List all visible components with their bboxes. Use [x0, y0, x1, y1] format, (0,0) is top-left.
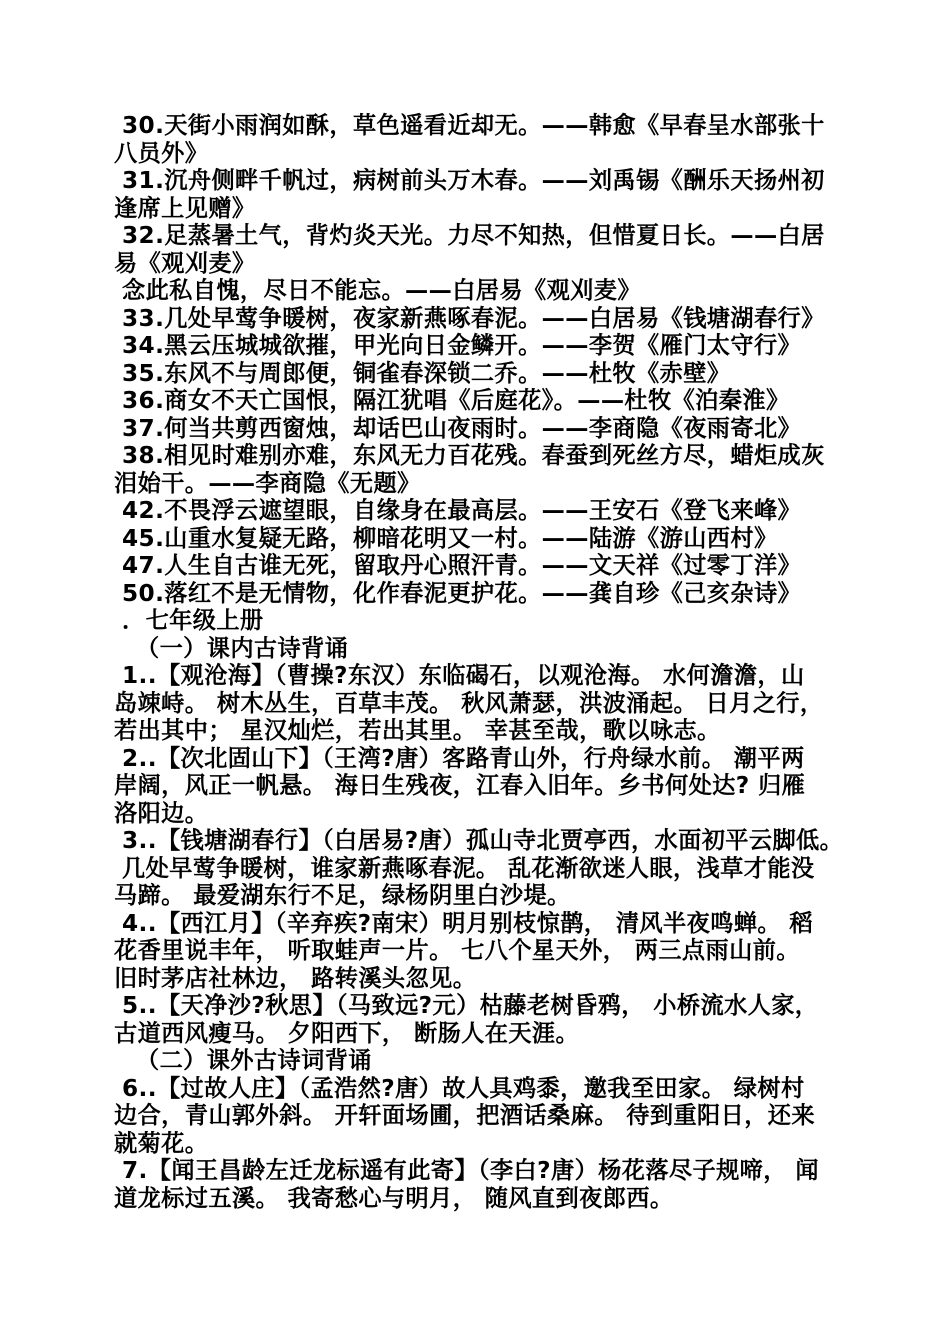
text-line: 旧时茅店社林边， 路转溪头忽见。 [114, 964, 477, 992]
text-line: 7.【闻王昌龄左迁龙标遥有此寄】（李白?唐）杨花落尽子规啼， 闻 [122, 1157, 819, 1184]
text-line: 35.东风不与周郎便，铜雀春深锁二乔。——杜牧《赤壁》 [122, 359, 731, 387]
text-line: （一）课内古诗背诵 [136, 634, 349, 662]
text-line: 洛阳边。 [114, 799, 209, 827]
text-line: ．七年级上册 [122, 607, 264, 634]
text-line: 逢席上见赠》 [114, 194, 256, 222]
text-line: 5..【天净沙?秋思】（马致远?元）枯藤老树昏鸦， 小桥流水人家， [122, 992, 819, 1019]
text-line: 2..【次北固山下】（王湾?唐）客路青山外，行舟绿水前。 潮平两 [122, 744, 805, 772]
text-line: 45.山重水复疑无路，柳暗花明又一村。——陆游《游山西村》 [122, 524, 778, 552]
text-line: 32.足蒸暑土气，背灼炎天光。力尽不知热，但惜夏日长。——白居 [122, 222, 825, 249]
text-line: 几处早莺争暖树，谁家新燕啄春泥。 乱花渐欲迷人眼，浅草才能没 [122, 854, 815, 882]
text-line: 八员外》 [114, 139, 209, 167]
text-line: 若出其中； 星汉灿烂，若出其里。 幸甚至哉，歌以咏志。 [114, 717, 721, 744]
text-line: 岛竦峙。 树木丛生，百草丰茂。 秋风萧瑟，洪波涌起。 日月之行， [114, 689, 824, 717]
text-line: 岸阔，风正一帆悬。 海日生残夜，江春入旧年。乡书何处达? 归雁 [114, 772, 806, 799]
text-line: 古道西风瘦马。 夕阳西下， 断肠人在天涯。 [114, 1019, 580, 1047]
document-page [114, 112, 849, 1212]
text-line: 50.落红不是无情物，化作春泥更护花。——龚自珍《己亥杂诗》 [122, 579, 802, 607]
text-line: 38.相见时难别亦难，东风无力百花残。春蚕到死丝方尽，蜡炬成灰 [122, 442, 825, 469]
text-line: 42.不畏浮云遮望眼，自缘身在最高层。——王安石《登飞来峰》 [122, 497, 802, 524]
text-line: 47.人生自古谁无死，留取丹心照汗青。——文天祥《过零丁洋》 [122, 552, 802, 579]
text-line: 36.商女不天亡国恨，隔江犹唱《后庭花》。——杜牧《泊秦淮》 [122, 387, 790, 414]
text-line: 边合，青山郭外斜。 开轩面场圃，把酒话桑麻。 待到重阳日，还来 [114, 1102, 815, 1129]
text-line: 泪始干。——李商隐《无题》 [114, 469, 421, 497]
text-line: 念此私自愧，尽日不能忘。——白居易《观刈麦》 [122, 277, 641, 304]
text-line: 易《观刈麦》 [114, 249, 256, 277]
text-line: 马蹄。 最爱湖东行不足，绿杨阴里白沙堤。 [114, 882, 571, 909]
text-line: 1..【观沧海】（曹操?东汉）东临碣石，以观沧海。 水何澹澹，山 [122, 662, 805, 689]
text-line: 3..【钱塘湖春行】（白居易?唐）孤山寺北贾亭西，水面初平云脚低。 [122, 827, 844, 854]
text-line: 30.天街小雨润如酥，草色遥看近却无。——韩愈《早春呈水部张十 [122, 112, 825, 139]
text-line: 33.几处早莺争暖树，夜家新燕啄春泥。——白居易《钱塘湖春行》 [122, 304, 825, 332]
text-line: （二）课外古诗词背诵 [136, 1047, 372, 1074]
text-line: 4..【西江月】（辛弃疾?南宋）明月别枝惊鹊， 清风半夜鸣蝉。 稻 [122, 909, 814, 937]
text-line: 34.黑云压城城欲摧，甲光向日金鳞开。——李贺《雁门太守行》 [122, 332, 802, 359]
text-line: 37.何当共剪西窗烛，却话巴山夜雨时。——李商隐《夜雨寄北》 [122, 414, 802, 442]
text-line: 31.沉舟侧畔千帆过，病树前头万木春。——刘禹锡《酬乐天扬州初 [122, 167, 825, 194]
text-line: 6..【过故人庄】（孟浩然?唐）故人具鸡黍，邀我至田家。 绿树村 [122, 1074, 805, 1102]
text-line: 花香里说丰年， 听取蛙声一片。 七八个星天外， 两三点雨山前。 [114, 937, 800, 964]
text-line: 就菊花。 [114, 1129, 209, 1157]
text-line: 道龙标过五溪。 我寄愁心与明月， 随风直到夜郎西。 [114, 1184, 674, 1212]
